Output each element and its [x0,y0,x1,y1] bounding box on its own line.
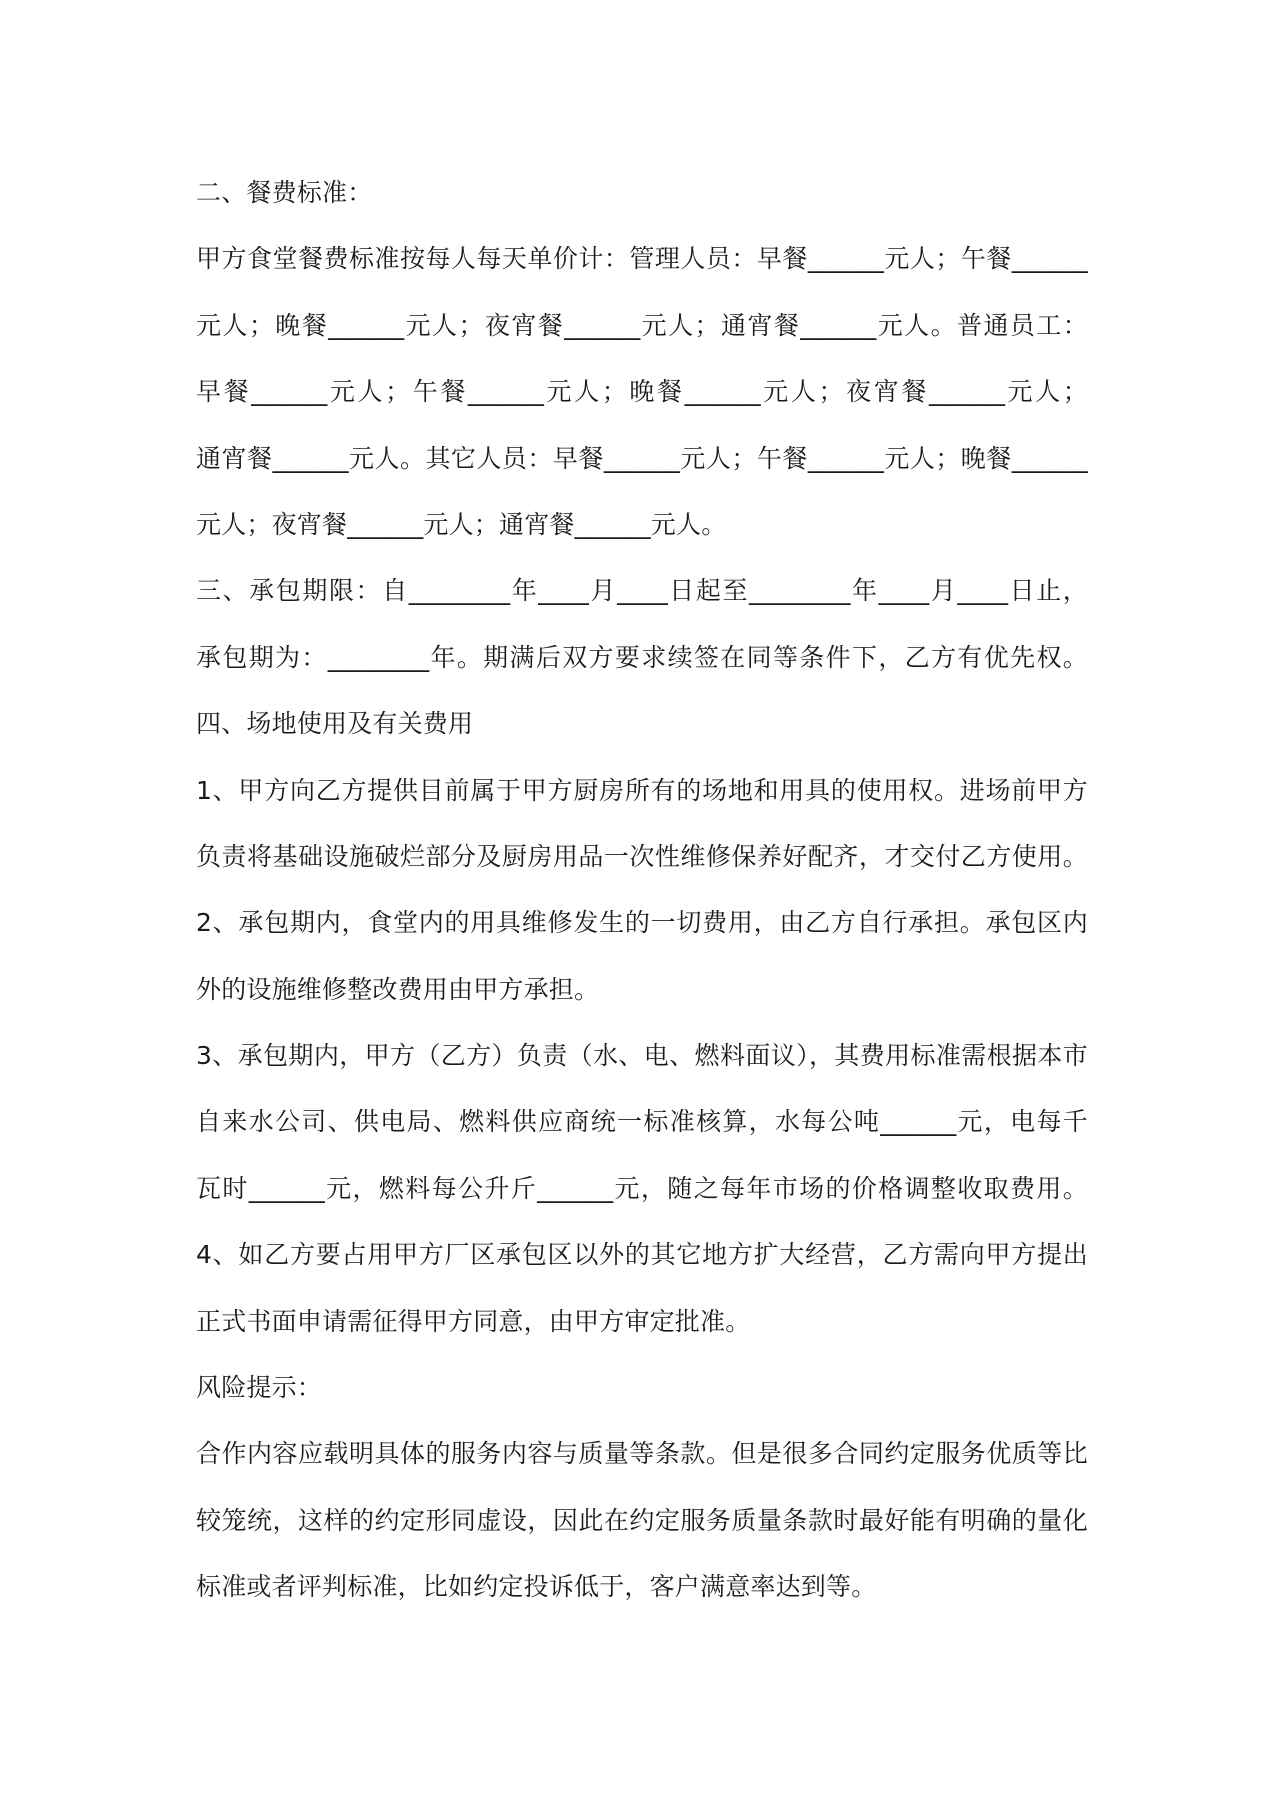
document-body [196,160,1088,1621]
risk-notice-line: 合作内容应载明具体的服务内容与质量等条款。但是很多合同约定服务优质等比 [196,1439,1088,1469]
clause-3-line: 自来水公司、供电局、燃料供应商统一标准核算，水每公吨______元，电每千 [196,1107,1088,1137]
clause-1-line: 1、甲方向乙方提供目前属于甲方厨房所有的场地和用具的使用权。进场前甲方 [196,775,1088,805]
clause-4-line: 正式书面申请需征得甲方同意，由甲方审定批准。 [196,1306,751,1336]
risk-notice-line: 较笼统，这样的约定形同虚设，因此在约定服务质量条款时最好能有明确的量化 [196,1505,1088,1535]
clause-4-line: 4、如乙方要占用甲方厂区承包区以外的其它地方扩大经营，乙方需向甲方提出 [196,1240,1088,1270]
clause-2-line: 外的设施维修整改费用由甲方承担。 [196,974,600,1004]
clause-3-line: 瓦时______元，燃料每公升斤______元，随之每年市场的价格调整收取费用。 [196,1173,1088,1203]
section-heading-contract-period: 三、承包期限：自________年____月____日起至________年____月____日止， [196,576,1088,606]
clause-3-line: 3、承包期内，甲方（乙方）负责（水、电、燃料面议），其费用标准需根据本市 [196,1041,1088,1071]
body-line: 通宵餐______元人。其它人员：早餐______元人；午餐______元人；晚餐______ [196,443,1088,473]
clause-2-line: 2、承包期内，食堂内的用具维修发生的一切费用，由乙方自行承担。承包区内 [196,908,1088,938]
clause-1-line: 负责将基础设施破烂部分及厨房用品一次性维修保养好配齐，才交付乙方使用。 [196,841,1088,871]
body-line: 承包期为：________年。期满后双方要求续签在同等条件下，乙方有优先权。 [196,642,1088,672]
body-line: 元人；夜宵餐______元人；通宵餐______元人。 [196,509,727,539]
body-line: 甲方食堂餐费标准按每人每天单价计：管理人员：早餐______元人；午餐______ [196,244,1088,274]
body-line: 早餐______元人；午餐______元人；晚餐______元人；夜宵餐______元人； [196,377,1088,407]
risk-notice-heading: 风险提示： [196,1373,323,1403]
section-heading-venue-and-fees: 四、场地使用及有关费用 [196,709,474,739]
section-heading-meal-standard: 二、餐费标准： [196,178,373,207]
body-line: 元人；晚餐______元人；夜宵餐______元人；通宵餐______元人。普通员工： [196,310,1088,340]
risk-notice-line: 标准或者评判标准，比如约定投诉低于，客户满意率达到等。 [196,1572,877,1602]
